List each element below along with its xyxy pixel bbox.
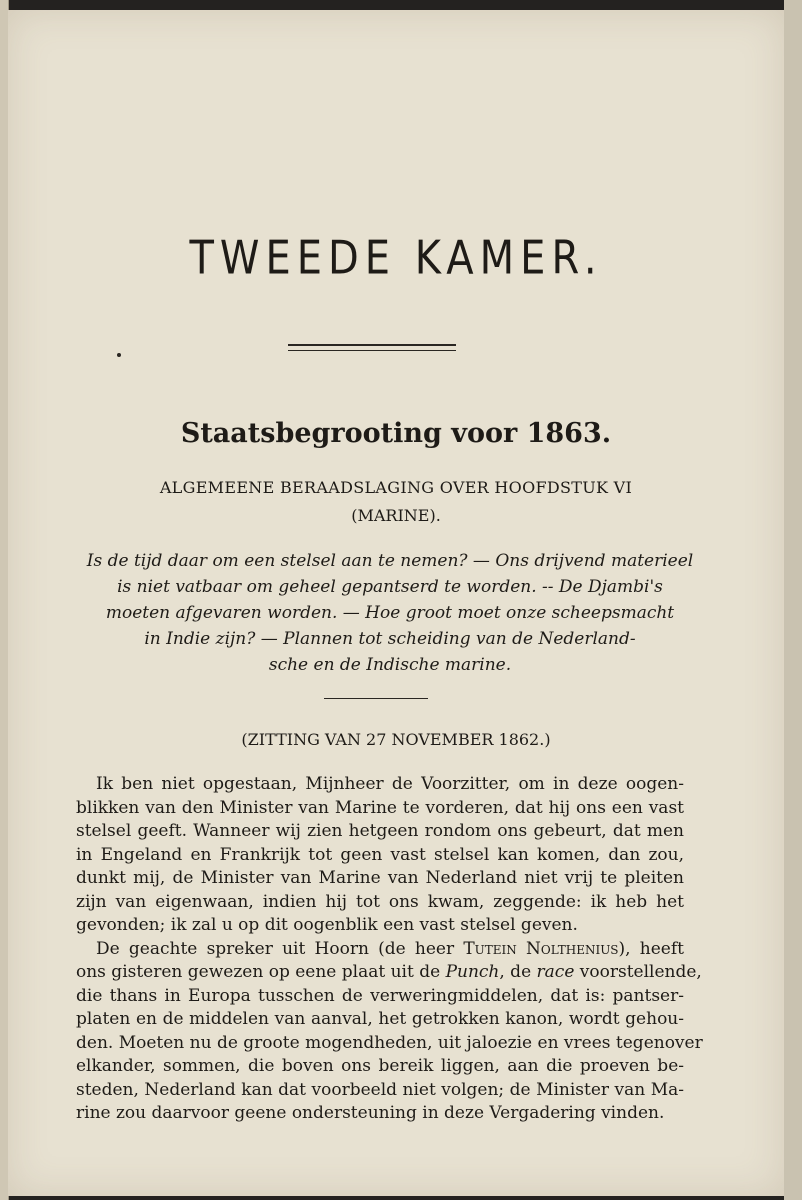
body-line: Ik ben niet opgestaan, Mijnheer de Voorzitter, om in deze oogen-: [96, 774, 684, 794]
body-text-run: ), heeft: [618, 938, 684, 959]
body-line: steden, Nederland kan dat voorbeeld niet volgen; de Minister van Ma-: [76, 1079, 684, 1100]
body-text-run: voorstellende,: [574, 962, 702, 982]
page-edge-right: [784, 0, 802, 1200]
body-line: in Engeland en Frankrijk tot geen vast stelsel kan komen, dan zou,: [76, 844, 684, 865]
body-line: platen en de middelen van aanval, het getrokken kanon, wordt gehou-: [76, 1009, 684, 1029]
summary-line: sche en de Indische marine.: [268, 655, 512, 675]
double-rule-divider: [288, 344, 456, 351]
summary-line: in Indie zijn? — Plannen tot scheiding van de Nederland-: [144, 629, 636, 649]
body-line: den. Moeten nu de groote mogendheden, uit jaloezie en vrees tegenover: [76, 1032, 703, 1053]
short-rule-divider: [324, 698, 428, 699]
summary-line: is niet vatbaar om geheel gepantserd te worden. -- De Djambi's: [117, 577, 663, 597]
body-line: die thans in Europa tusschen de verweringmiddelen, dat is: pantser-: [76, 985, 684, 1006]
ink-speck: [117, 353, 121, 357]
body-text-run: ons gisteren gewezen op eene plaat uit de: [76, 962, 446, 982]
section-heading: ALGEMEENE BERAADSLAGING OVER HOOFDSTUK VI: [159, 478, 633, 497]
sitting-date: (ZITTING VAN 27 NOVEMBER 1862.): [241, 730, 551, 749]
body-line: zijn van eigenwaan, indien hij tot ons kwam, zeggende: ik heb het: [76, 891, 684, 912]
document-page: [8, 10, 784, 1196]
body-line: elkander, sommen, die boven ons bereik liggen, aan die proeven be-: [76, 1056, 684, 1076]
body-line: gevonden; ik zal u op dit oogenblik een vast stelsel geven.: [76, 915, 578, 935]
summary-block: [80, 548, 700, 678]
body-text-run: De geachte spreker uit Hoorn (de heer: [96, 938, 464, 959]
italic-term: race: [536, 962, 575, 982]
body-line: rine zou daarvoor geene ondersteuning in deze Vergadering vinden.: [76, 1103, 665, 1123]
summary-line: moeten afgevaren worden. — Hoe groot moet onze scheepsmacht: [105, 603, 675, 623]
body-line: [76, 961, 702, 985]
summary-line: Is de tijd daar om een stelsel aan te nemen? — Ons drijvend materieel: [86, 551, 694, 571]
body-text-run: , de: [499, 962, 537, 982]
budget-title: Staatsbegrooting voor 1863.: [180, 418, 612, 449]
body-line: [76, 938, 684, 962]
speaker-name: Tutein Nolthenius: [463, 938, 619, 959]
page-heading: TWEEDE KAMER.: [189, 232, 603, 285]
section-subheading: (MARINE).: [351, 506, 441, 525]
body-line: dunkt mij, de Minister van Marine van Nederland niet vrij te pleiten: [76, 868, 684, 888]
body-line: stelsel geeft. Wanneer wij zien hetgeen rondom ons gebeurt, dat men: [76, 821, 684, 841]
body-text: [76, 773, 703, 1126]
body-line: blikken van den Minister van Marine te vorderen, dat hij ons een vast: [76, 797, 684, 818]
italic-term: Punch: [445, 962, 500, 982]
